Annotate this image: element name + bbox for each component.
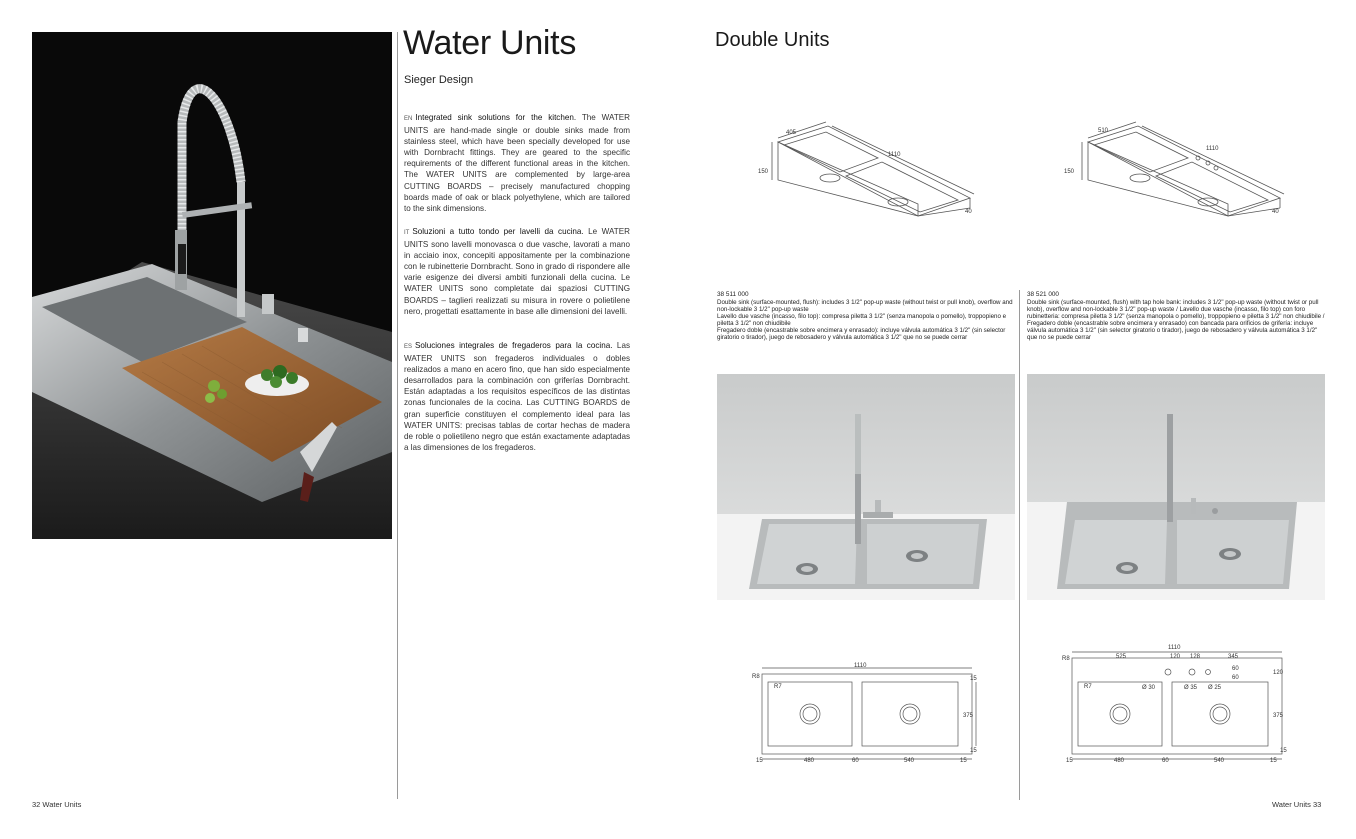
dim-radius-inner: R7 xyxy=(1084,684,1092,690)
dim-total: 1110 xyxy=(854,663,867,669)
kitchen-sink-photo xyxy=(32,32,392,539)
dim-bottom: 15 xyxy=(1280,748,1287,754)
column-divider-left xyxy=(397,32,398,799)
product-description: Double sink (surface-mounted, flush) with tap hole bank: includes 3 1/2" pop-up waste (without twist or pull knob), overflow and non-lockable 3 1/2" pop-up waste / Lavello due vasche (incasso, filo top) con foro rubinetteria: compresa piletta 3 1/2" (senza manopola o pomello), troppopieno e piletta 3 1/2" non chiudibile / Fregadero doble (encastrable sobre encimera y enrasado) con bancada para orificios de grifería: incluye válvula automática 3 1/2" (sin selector giratorio o tirador), juego de rebosadero y válvula automática 3 1/2" que no se puede cerrar xyxy=(1027,299,1325,341)
lang-tag: IT xyxy=(404,230,410,236)
dim-60b: 60 xyxy=(1232,675,1239,681)
dim-total: 1110 xyxy=(1168,645,1181,651)
dim-gap: 60 xyxy=(852,758,859,764)
product-spec-38521000 xyxy=(1027,291,1327,341)
double-sink-photo-2 xyxy=(1027,374,1325,600)
paragraph-en xyxy=(404,112,630,214)
footer-left: 32 Water Units xyxy=(32,800,82,809)
section-title: Double Units xyxy=(715,29,830,51)
dim-width: 1110 xyxy=(888,152,901,158)
dim-radius-outer: R8 xyxy=(1062,656,1070,662)
iso-drawing-38521000 xyxy=(1058,120,1298,225)
dim-radius-inner: R7 xyxy=(774,684,782,690)
dim-left-bowl: 480 xyxy=(804,758,815,764)
plan-drawing-38521000 xyxy=(1058,642,1298,768)
dim-hole-2: Ø 35 xyxy=(1184,685,1198,691)
paragraph-text: Le WATER UNITS sono lavelli monovasca o due vasche, lavorati a mano in acciaio inox, concepiti appositamente per la combinazione con le rubinetterie Dornbracht. Sono in grado di rispondere alle varie esigenze dei diversi ambiti funzionali della cucina. Le WATER UNITS sono completate dai spaziosi CUTTING BOARDS – taglieri realizzati su misura in rovere o polietilene nero, progettati esattamente in base alle dimensioni dei lavelli. xyxy=(404,227,630,316)
dim-height: 150 xyxy=(758,169,769,175)
dim-seg4: 345 xyxy=(1228,654,1239,660)
dim-hole-3: Ø 25 xyxy=(1208,685,1222,691)
dim-radius-outer: R8 xyxy=(752,674,760,680)
paragraph-lead: Soluzioni a tutto tondo per lavelli da cucina. xyxy=(412,227,584,236)
dim-depth: 375 xyxy=(963,713,974,719)
product-description: Double sink (surface-mounted, flush): includes 3 1/2" pop-up waste (without twist or pull knob), overflow and non-lockable 3 1/2" pop-up waste Lavello due vasche (incasso, filo top): compresa piletta 3 1/2" (senza manopola o pomello), troppopieno e piletta 3 1/2" non chiudibile Fregadero doble (encastrable sobre encimera y enrasado): incluye válvula automática 3 1/2" (sin selector giratorio o tirador), juego de rebosadero y válvula automática 3 1/2" que no se puede cerrar xyxy=(717,299,1013,341)
dim-left-bowl: 480 xyxy=(1114,758,1125,764)
paragraph-es xyxy=(404,340,630,453)
dim-rim: 40 xyxy=(965,209,972,215)
product-spec-38511000 xyxy=(717,291,1017,341)
paragraph-it xyxy=(404,226,630,317)
dim-120: 120 xyxy=(1273,670,1284,676)
dim-rim: 40 xyxy=(1272,209,1279,215)
column-divider-right xyxy=(1019,290,1020,800)
dim-edge-right: 15 xyxy=(960,758,967,764)
dim-depth: 405 xyxy=(786,130,797,136)
double-sink-photo-1 xyxy=(717,374,1015,600)
dim-hole-1: Ø 30 xyxy=(1142,685,1156,691)
paragraph-lead: Soluciones integrales de fregaderos para la cocina. xyxy=(415,341,613,350)
product-code: 38 521 000 xyxy=(1027,291,1059,298)
dim-seg1: 525 xyxy=(1116,654,1127,660)
dim-edge-left: 15 xyxy=(756,758,763,764)
dim-gap: 60 xyxy=(1162,758,1169,764)
dim-edge-left: 15 xyxy=(1066,758,1073,764)
dim-right-bowl: 540 xyxy=(1214,758,1225,764)
dim-edge-right: 15 xyxy=(1270,758,1277,764)
paragraph-text: Las WATER UNITS son fregaderos individuales o dobles realizados a mano en acero fino, que han sido especialmente desarrollados para la combinación con griferías Dornbracht. Están adaptadas a los requisitos específicos de las distintas zonas funcionales de la cocina. Las CUTTING BOARDS de gran superficie constituyen el complemento ideal para las WATER UNITS: precisas tablas de cortar hechas de madera de roble o polietileno negro que están exactamente adaptadas a las dimensiones de los fregaderos. xyxy=(404,341,630,452)
dim-depth: 375 xyxy=(1273,713,1284,719)
paragraph-lead: Integrated sink solutions for the kitchen. xyxy=(415,113,577,122)
designer-subtitle: Sieger Design xyxy=(404,74,474,86)
iso-drawing-38511000 xyxy=(748,120,988,225)
page-title: Water Units xyxy=(403,24,577,62)
paragraph-text: The WATER UNITS are hand-made single or double sinks made from stainless steel, which have been specially developed for use with Dornbracht fittings. They are geared to the specific requirements of the different functional areas in the kitchen. The WATER UNITS are complemented by large-area CUTTING BOARDS – precisely manufactured chopping boards made of oak or black polyethylene, which are tailored to the sink dimensions. xyxy=(404,113,631,213)
plan-drawing-38511000 xyxy=(748,658,988,768)
product-code: 38 511 000 xyxy=(717,291,749,298)
dim-top: 15 xyxy=(970,676,977,682)
lang-tag: EN xyxy=(404,116,413,122)
dim-60a: 60 xyxy=(1232,666,1239,672)
lang-tag: ES xyxy=(404,344,413,350)
dim-height: 150 xyxy=(1064,169,1075,175)
dim-width: 1110 xyxy=(1206,146,1219,152)
dim-seg2: 120 xyxy=(1170,654,1181,660)
dim-seg3: 128 xyxy=(1190,654,1201,660)
dim-depth: 510 xyxy=(1098,128,1109,134)
dim-bottom: 15 xyxy=(970,748,977,754)
footer-right: Water Units 33 xyxy=(1272,800,1322,809)
dim-right-bowl: 540 xyxy=(904,758,915,764)
